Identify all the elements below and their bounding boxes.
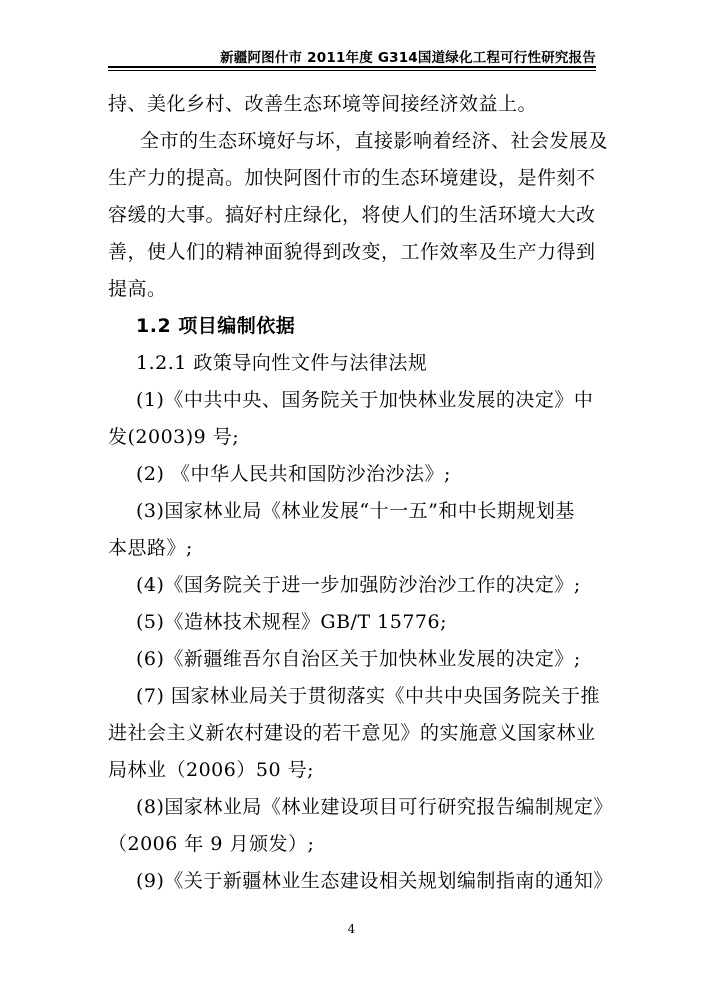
page-number: 4	[347, 922, 356, 936]
list-item-continuation: 局林业（2006）50 号;	[108, 759, 314, 781]
body-line: 善，使人们的精神面貌得到改变，工作效率及生产力得到	[108, 241, 596, 263]
list-item: (5)《造林技术规程》GB/T 15776;	[136, 611, 448, 633]
list-item-continuation: 本思路》;	[108, 537, 193, 559]
body-line: 生产力的提高。加快阿图什市的生态环境建设，是件刻不	[108, 167, 596, 189]
body-line: 持、美化乡村、改善生态环境等间接经济效益上。	[108, 93, 538, 115]
subsection-heading: 1.2.1 政策导向性文件与法律法规	[136, 352, 428, 374]
section-heading: 1.2 项目编制依据	[136, 315, 296, 337]
list-item: (4)《国务院关于进一步加强防沙治沙工作的决定》;	[136, 574, 581, 596]
paragraph-first-line: 全市的生态环境好与坏，直接影响着经济、社会发展及	[140, 130, 609, 152]
list-item: (2) 《中华人民共和国防沙治沙法》;	[136, 463, 451, 485]
list-item: (6)《新疆维吾尔自治区关于加快林业发展的决定》;	[136, 648, 581, 670]
body-line: 容缓的大事。搞好村庄绿化，将使人们的生活环境大大改	[108, 204, 596, 226]
list-item-continuation: 进社会主义新农村建设的若干意见》的实施意义国家林业	[108, 722, 596, 744]
list-item: (9)《关于新疆林业生态建设相关规划编制指南的通知》	[136, 870, 613, 892]
header-rule-thin	[108, 70, 596, 71]
list-item: (1)《中共中央、国务院关于加快林业发展的决定》中	[136, 389, 594, 411]
list-item-continuation: 发(2003)9 号;	[108, 426, 240, 448]
body-line: 提高。	[108, 278, 167, 300]
header-rule-thick	[108, 66, 596, 68]
list-item: (8)国家林业局《林业建设项目可行研究报告编制规定》	[136, 796, 613, 818]
report-header-title: 新疆阿图什市 2011年度 G314国道绿化工程可行性研究报告	[220, 50, 596, 66]
list-item: (3)国家林业局《林业发展“十一五”和中长期规划基	[136, 500, 575, 522]
list-item: (7) 国家林业局关于贯彻落实《中共中央国务院关于推	[136, 685, 600, 707]
list-item-continuation: （2006 年 9 月颁发）;	[108, 833, 315, 855]
